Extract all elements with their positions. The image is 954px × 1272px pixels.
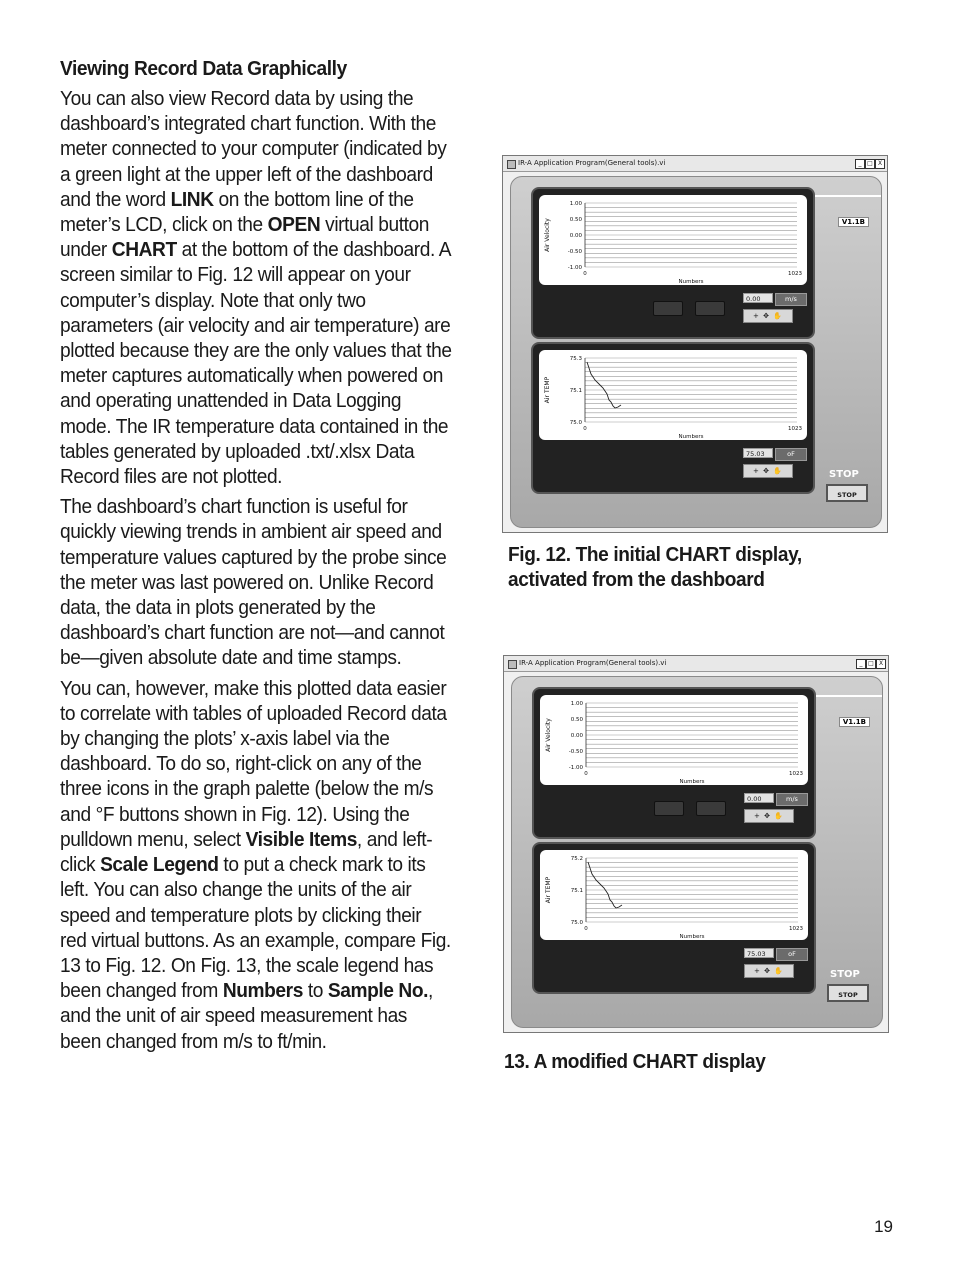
maximize-button[interactable]: □ <box>865 159 875 169</box>
x-tick-label: 1023 <box>788 271 802 277</box>
maximize-button[interactable]: □ <box>866 659 876 669</box>
temperature-graph-palette[interactable]: + ✥ ✋ <box>743 464 793 478</box>
paragraph-3: You can, however, make this plotted data easier to correlate with tables of uploaded Record data by changing the plots’ x-axis label via the dashboard. To do so, right-click on any of the three icons in the graph palette (below the m/s and °F buttons shown in Fig. 12). Using the pulldown menu, select Visible Items, and left-click Scale Legend to put a check mark to its left. You can also change the units of the air speed and temperature plots by clicking their red virtual buttons. As an example, compare Fig. 13 to Fig. 12. On Fig. 13, the scale legend has been changed from Numbers to Sample No., and the unit of air speed measurement has been changed from m/s to ft/min. <box>60 676 451 1053</box>
velocity-unit-button[interactable]: m/s <box>776 793 808 806</box>
y-axis-label: Air Velocity <box>545 718 552 752</box>
paragraph-1: You can also view Record data by using the dashboard’s integrated chart function. With the meter connected to your computer (indicated by a green light at the upper left of the dashboard and the word LINK on the bottom line of the meter’s LCD, click on the OPEN virtual button under CHART at the bottom of the dashboard. A screen similar to Fig. 12 will appear on your computer’s display. Note that only two parameters (air velocity and air temperature) are plotted because they are the only values that the meter captures automatically when powered on and operating unattended in Data Logging mode. The IR temperature data contained in the tables generated by uploaded .txt/.xlsx Data Record files are not plotted. <box>60 87 452 489</box>
indicator-led-1 <box>654 801 684 816</box>
minimize-button[interactable]: _ <box>856 659 866 669</box>
y-tick-label: 75.0 <box>570 920 583 926</box>
window-title: IR-A Application Program(General tools).vi <box>519 659 667 667</box>
y-tick-label: 1.00 <box>569 201 582 207</box>
velocity-plot <box>540 695 808 785</box>
velocity-panel <box>532 687 816 839</box>
velocity-plot <box>539 195 807 285</box>
x-axis-label: Numbers <box>679 779 705 785</box>
y-tick-label: 1.00 <box>570 701 583 707</box>
y-tick-label: 75.1 <box>570 888 583 894</box>
temperature-value: 75.03 <box>744 948 774 958</box>
screenshot-figure <box>502 155 888 533</box>
temperature-unit-button[interactable]: oF <box>775 448 807 461</box>
y-axis-label: Air TEMP <box>545 876 552 904</box>
y-tick-label: 0.50 <box>569 217 582 223</box>
x-axis-label: Numbers <box>679 934 705 940</box>
temperature-graph-palette[interactable]: + ✥ ✋ <box>744 964 794 978</box>
app-icon <box>508 660 517 669</box>
x-tick-label: 0 <box>584 926 588 932</box>
section-heading: Viewing Record Data Graphically <box>60 57 347 80</box>
figure-12-caption: Fig. 12. The initial CHART display, activated from the dashboard <box>508 543 802 591</box>
paragraph-2: The dashboard’s chart function is useful for quickly viewing trends in ambient air speed and temperature values captured by the probe since the meter was last powered on. Unlike Record data, the data in plots generated by the dashboard’s chart function are not—and cannot be—given absolute date and time stamps. <box>60 495 447 670</box>
x-tick-label: 0 <box>583 426 587 432</box>
stop-button[interactable]: STOP <box>826 484 868 502</box>
y-axis-label: Air Velocity <box>544 218 551 252</box>
y-tick-label: 75.2 <box>570 856 583 862</box>
version-label: V1.1B <box>838 217 869 227</box>
dashboard-frame <box>511 676 883 1028</box>
y-tick-label: -0.50 <box>568 749 583 755</box>
velocity-graph-palette[interactable]: + ✥ ✋ <box>744 809 794 823</box>
x-axis-label: Numbers <box>678 279 704 285</box>
x-tick-label: 0 <box>584 771 588 777</box>
app-icon <box>507 160 516 169</box>
temperature-plot <box>540 850 808 940</box>
y-tick-label: 75.3 <box>569 356 582 362</box>
x-tick-label: 1023 <box>789 926 803 932</box>
close-button[interactable]: X <box>876 659 886 669</box>
y-tick-label: -1.00 <box>568 765 583 771</box>
temperature-value: 75.03 <box>743 448 773 458</box>
figure-13-caption: 13. A modified CHART display <box>504 1050 766 1073</box>
screenshot-figure <box>503 655 889 1033</box>
window-titlebar <box>503 156 887 172</box>
page-number: 19 <box>874 1217 893 1236</box>
velocity-unit-button[interactable]: m/s <box>775 293 807 306</box>
stop-label: STOP <box>829 469 859 480</box>
version-label: V1.1B <box>839 717 870 727</box>
indicator-led-2 <box>695 301 725 316</box>
y-tick-label: -1.00 <box>567 265 582 271</box>
body-text-column <box>60 56 452 1059</box>
temperature-panel <box>532 842 816 994</box>
y-tick-label: 75.1 <box>569 388 582 394</box>
x-tick-label: 1023 <box>789 771 803 777</box>
y-tick-label: 0.00 <box>569 233 582 239</box>
velocity-value: 0.00 <box>744 793 774 803</box>
y-tick-label: 0.50 <box>570 717 583 723</box>
velocity-panel <box>531 187 815 339</box>
temperature-panel <box>531 342 815 494</box>
y-tick-label: 75.0 <box>569 420 582 426</box>
window-title: IR-A Application Program(General tools).vi <box>518 159 666 167</box>
temperature-plot <box>539 350 807 440</box>
y-tick-label: -0.50 <box>567 249 582 255</box>
window-titlebar <box>504 656 888 672</box>
x-axis-label: Numbers <box>678 434 704 440</box>
y-axis-label: Air TEMP <box>544 376 551 404</box>
x-tick-label: 1023 <box>788 426 802 432</box>
close-button[interactable]: X <box>875 159 885 169</box>
velocity-value: 0.00 <box>743 293 773 303</box>
stop-label: STOP <box>830 969 860 980</box>
x-tick-label: 0 <box>583 271 587 277</box>
dashboard-frame <box>510 176 882 528</box>
indicator-led-2 <box>696 801 726 816</box>
minimize-button[interactable]: _ <box>855 159 865 169</box>
temperature-trace <box>587 362 621 408</box>
y-tick-label: 0.00 <box>570 733 583 739</box>
stop-button[interactable]: STOP <box>827 984 869 1002</box>
velocity-graph-palette[interactable]: + ✥ ✋ <box>743 309 793 323</box>
temperature-unit-button[interactable]: oF <box>776 948 808 961</box>
temperature-trace <box>588 862 622 908</box>
indicator-led-1 <box>653 301 683 316</box>
